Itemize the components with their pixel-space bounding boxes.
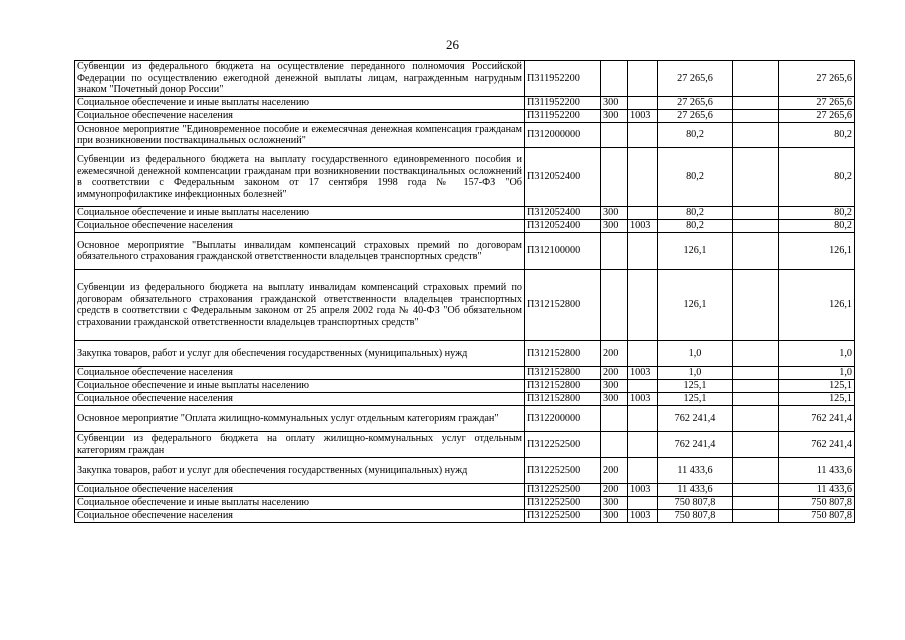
row-amount: 11 433,6 xyxy=(658,484,733,497)
budget-table xyxy=(74,60,855,523)
row-amount-total: 126,1 xyxy=(779,233,855,270)
row-expense-type: 200 xyxy=(601,458,628,484)
row-code: П312052400 xyxy=(525,207,601,220)
row-amount-total: 125,1 xyxy=(779,393,855,406)
row-amount-total: 80,2 xyxy=(779,207,855,220)
row-name: Социальное обеспечение населения xyxy=(75,393,525,406)
row-expense-type xyxy=(601,270,628,341)
row-amount-total: 27 265,6 xyxy=(779,97,855,110)
row-name: Закупка товаров, работ и услуг для обеспечения государственных (муниципальных) нужд xyxy=(75,458,525,484)
row-amount: 1,0 xyxy=(658,341,733,367)
row-expense-type xyxy=(601,233,628,270)
row-amount-total: 750 807,8 xyxy=(779,510,855,523)
row-amount: 1,0 xyxy=(658,367,733,380)
table-row xyxy=(75,110,855,123)
table-row xyxy=(75,380,855,393)
row-amount-total: 1,0 xyxy=(779,367,855,380)
row-amount-total: 126,1 xyxy=(779,270,855,341)
table-row xyxy=(75,458,855,484)
row-amount-total: 27 265,6 xyxy=(779,61,855,97)
row-subsection xyxy=(628,497,658,510)
row-empty-cell xyxy=(733,484,779,497)
row-empty-cell xyxy=(733,497,779,510)
row-name: Субвенции из федерального бюджета на оплату жилищно-коммунальных услуг отдельным категориям граждан xyxy=(75,432,525,458)
row-empty-cell xyxy=(733,97,779,110)
row-code: П312200000 xyxy=(525,406,601,432)
row-code: П312152800 xyxy=(525,341,601,367)
table-row xyxy=(75,123,855,148)
row-name: Социальное обеспечение населения xyxy=(75,510,525,523)
row-name: Социальное обеспечение и иные выплаты населению xyxy=(75,207,525,220)
row-empty-cell xyxy=(733,458,779,484)
row-empty-cell xyxy=(733,110,779,123)
table-row xyxy=(75,270,855,341)
row-empty-cell xyxy=(733,123,779,148)
row-expense-type: 300 xyxy=(601,497,628,510)
row-subsection xyxy=(628,270,658,341)
row-expense-type xyxy=(601,123,628,148)
row-name: Социальное обеспечение населения xyxy=(75,220,525,233)
row-amount-total: 11 433,6 xyxy=(779,484,855,497)
row-name: Субвенции из федерального бюджета на выплату государственного единовременного пособия и ежемесячной денежной компенсации гражданам при возникновении поствакцинальных осложнений в соответствии с Федеральным законом от 17 сентября 1998 года № 157-ФЗ "Об иммунопрофилактике инфекционных болезней" xyxy=(75,148,525,207)
row-empty-cell xyxy=(733,61,779,97)
row-expense-type: 300 xyxy=(601,393,628,406)
row-code: П312052400 xyxy=(525,220,601,233)
row-amount-total: 27 265,6 xyxy=(779,110,855,123)
row-subsection: 1003 xyxy=(628,484,658,497)
row-name: Основное мероприятие "Выплаты инвалидам компенсаций страховых премий по договорам обязательного страхования гражданской ответственности владельцев транспортных средств" xyxy=(75,233,525,270)
row-name: Социальное обеспечение и иные выплаты населению xyxy=(75,97,525,110)
row-code: П312152800 xyxy=(525,270,601,341)
row-expense-type: 200 xyxy=(601,484,628,497)
row-empty-cell xyxy=(733,220,779,233)
row-code: П312252500 xyxy=(525,497,601,510)
table-row xyxy=(75,220,855,233)
table-row xyxy=(75,393,855,406)
row-amount: 126,1 xyxy=(658,270,733,341)
row-amount-total: 762 241,4 xyxy=(779,406,855,432)
row-amount: 80,2 xyxy=(658,207,733,220)
row-empty-cell xyxy=(733,380,779,393)
row-expense-type: 300 xyxy=(601,380,628,393)
row-code: П311952200 xyxy=(525,61,601,97)
row-amount-total: 80,2 xyxy=(779,123,855,148)
row-code: П312100000 xyxy=(525,233,601,270)
row-expense-type: 300 xyxy=(601,220,628,233)
row-amount: 11 433,6 xyxy=(658,458,733,484)
row-subsection xyxy=(628,61,658,97)
row-subsection xyxy=(628,458,658,484)
row-empty-cell xyxy=(733,341,779,367)
row-amount: 762 241,4 xyxy=(658,432,733,458)
row-amount: 80,2 xyxy=(658,148,733,207)
row-code: П312152800 xyxy=(525,393,601,406)
table-body xyxy=(75,61,855,523)
row-code: П312000000 xyxy=(525,123,601,148)
table-row xyxy=(75,432,855,458)
row-subsection xyxy=(628,233,658,270)
row-name: Закупка товаров, работ и услуг для обеспечения государственных (муниципальных) нужд xyxy=(75,341,525,367)
row-amount: 125,1 xyxy=(658,380,733,393)
table-row xyxy=(75,97,855,110)
row-code: П312152800 xyxy=(525,367,601,380)
row-subsection xyxy=(628,341,658,367)
row-empty-cell xyxy=(733,432,779,458)
row-code: П312252500 xyxy=(525,432,601,458)
row-name: Субвенции из федерального бюджета на осуществление переданного полномочия Российской Федерации по осуществлению ежегодной денежной выплаты лицам, награжденным нагрудным знаком "Почетный донор России" xyxy=(75,61,525,97)
row-expense-type: 300 xyxy=(601,110,628,123)
row-name: Социальное обеспечение населения xyxy=(75,367,525,380)
row-code: П312252500 xyxy=(525,484,601,497)
row-amount: 125,1 xyxy=(658,393,733,406)
row-empty-cell xyxy=(733,393,779,406)
table-row xyxy=(75,341,855,367)
row-amount: 27 265,6 xyxy=(658,61,733,97)
row-name: Социальное обеспечение и иные выплаты населению xyxy=(75,380,525,393)
row-name: Социальное обеспечение и иные выплаты населению xyxy=(75,497,525,510)
row-amount: 750 807,8 xyxy=(658,497,733,510)
row-amount-total: 750 807,8 xyxy=(779,497,855,510)
row-subsection: 1003 xyxy=(628,393,658,406)
row-amount-total: 762 241,4 xyxy=(779,432,855,458)
row-expense-type: 300 xyxy=(601,207,628,220)
table-row xyxy=(75,148,855,207)
row-code: П311952200 xyxy=(525,97,601,110)
row-name: Основное мероприятие "Единовременное пособие и ежемесячная денежная компенсация гражданам при возникновении поствакцинальных осложнений" xyxy=(75,123,525,148)
row-empty-cell xyxy=(733,207,779,220)
row-empty-cell xyxy=(733,406,779,432)
row-name: Основное мероприятие "Оплата жилищно-коммунальных услуг отдельным категориям граждан" xyxy=(75,406,525,432)
row-empty-cell xyxy=(733,148,779,207)
row-subsection xyxy=(628,406,658,432)
row-empty-cell xyxy=(733,510,779,523)
row-name: Субвенции из федерального бюджета на выплату инвалидам компенсаций страховых премий по договорам обязательного страхования гражданской ответственности владельцев транспортных средств в соответствии с Федеральным законом от 25 апреля 2002 года № 40-ФЗ "Об обязательном страховании гражданской ответственности владельцев транспортных средств" xyxy=(75,270,525,341)
row-expense-type: 300 xyxy=(601,510,628,523)
row-amount: 27 265,6 xyxy=(658,110,733,123)
table-row xyxy=(75,61,855,97)
table-row xyxy=(75,367,855,380)
table-row xyxy=(75,406,855,432)
row-amount-total: 1,0 xyxy=(779,341,855,367)
row-subsection: 1003 xyxy=(628,510,658,523)
row-code: П312252500 xyxy=(525,510,601,523)
row-empty-cell xyxy=(733,367,779,380)
row-amount-total: 125,1 xyxy=(779,380,855,393)
row-subsection xyxy=(628,97,658,110)
row-amount: 80,2 xyxy=(658,220,733,233)
row-subsection: 1003 xyxy=(628,220,658,233)
row-amount: 762 241,4 xyxy=(658,406,733,432)
row-expense-type: 200 xyxy=(601,367,628,380)
row-code: П312252500 xyxy=(525,458,601,484)
row-expense-type xyxy=(601,61,628,97)
row-empty-cell xyxy=(733,270,779,341)
row-subsection: 1003 xyxy=(628,110,658,123)
table-row xyxy=(75,497,855,510)
row-code: П312152800 xyxy=(525,380,601,393)
row-subsection: 1003 xyxy=(628,367,658,380)
row-amount: 750 807,8 xyxy=(658,510,733,523)
row-subsection xyxy=(628,148,658,207)
row-amount: 80,2 xyxy=(658,123,733,148)
row-amount: 126,1 xyxy=(658,233,733,270)
row-expense-type: 200 xyxy=(601,341,628,367)
row-amount: 27 265,6 xyxy=(658,97,733,110)
row-code: П312052400 xyxy=(525,148,601,207)
row-expense-type: 300 xyxy=(601,97,628,110)
row-subsection xyxy=(628,432,658,458)
row-amount-total: 80,2 xyxy=(779,148,855,207)
row-expense-type xyxy=(601,406,628,432)
row-expense-type xyxy=(601,148,628,207)
row-expense-type xyxy=(601,432,628,458)
table-row xyxy=(75,484,855,497)
row-name: Социальное обеспечение населения xyxy=(75,484,525,497)
row-name: Социальное обеспечение населения xyxy=(75,110,525,123)
table-row xyxy=(75,207,855,220)
page-number: 26 xyxy=(446,37,459,52)
row-empty-cell xyxy=(733,233,779,270)
row-amount-total: 11 433,6 xyxy=(779,458,855,484)
row-subsection xyxy=(628,207,658,220)
table-row xyxy=(75,510,855,523)
table-row xyxy=(75,233,855,270)
row-subsection xyxy=(628,123,658,148)
row-amount-total: 80,2 xyxy=(779,220,855,233)
row-subsection xyxy=(628,380,658,393)
row-code: П311952200 xyxy=(525,110,601,123)
